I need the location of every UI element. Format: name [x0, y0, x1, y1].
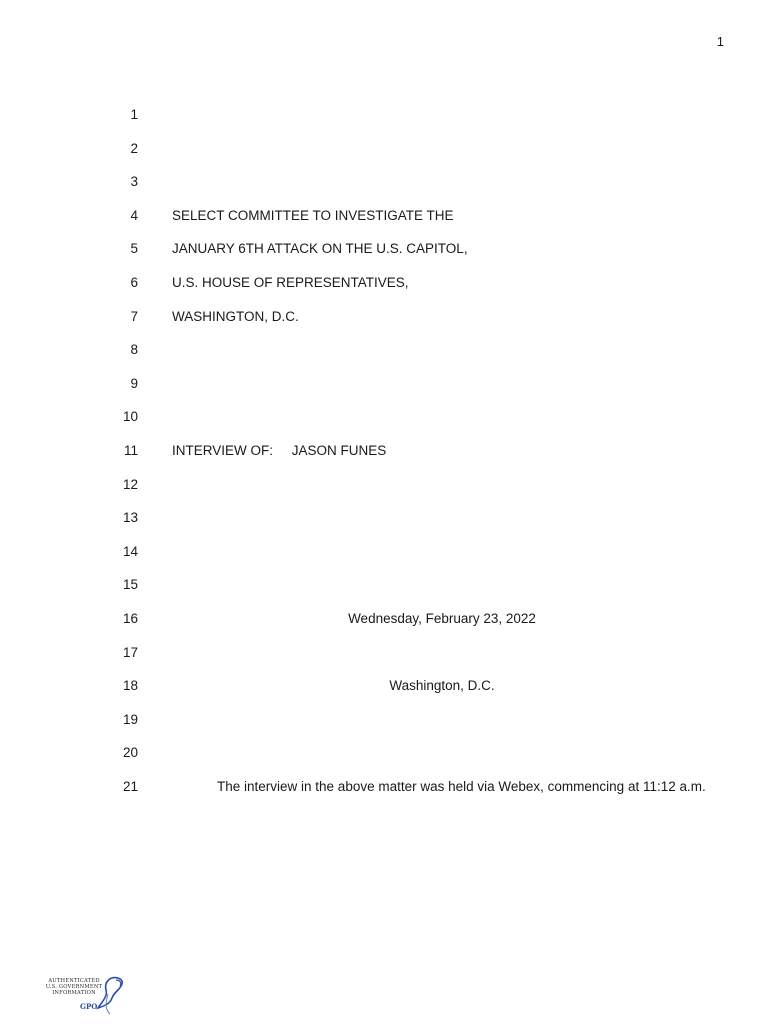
- eagle-seal-icon: [96, 974, 126, 1018]
- transcript-line: [0, 206, 768, 240]
- interview-date: Wednesday, February 23, 2022: [348, 610, 536, 626]
- line-number: 7: [130, 308, 138, 324]
- transcript-lines: [0, 105, 768, 810]
- line-number: 9: [130, 375, 138, 391]
- transcript-line: [0, 407, 768, 441]
- transcript-line: [0, 239, 768, 273]
- line-number: 14: [122, 543, 138, 559]
- transcript-line: [0, 172, 768, 206]
- transcript-line: [0, 542, 768, 576]
- transcript-line: [0, 609, 768, 643]
- transcript-line: [0, 105, 768, 139]
- transcript-line: [0, 374, 768, 408]
- commencement-statement: The interview in the above matter was held via Webex, commencing at 11:12 a.m.: [217, 778, 706, 794]
- line-number: 6: [130, 274, 138, 290]
- committee-title-line: U.S. HOUSE OF REPRESENTATIVES,: [172, 274, 409, 290]
- interview-location: Washington, D.C.: [389, 678, 495, 694]
- transcript-line: [0, 307, 768, 341]
- page-number: 1: [716, 34, 724, 49]
- transcript-line: [0, 139, 768, 173]
- line-number: 16: [122, 610, 138, 626]
- committee-title-line: JANUARY 6TH ATTACK ON THE U.S. CAPITOL,: [172, 241, 468, 257]
- transcript-line: [0, 676, 768, 710]
- line-number: 12: [122, 476, 138, 492]
- transcript-line: [0, 777, 768, 811]
- interviewee-line: INTERVIEW OF: JASON FUNES: [172, 442, 387, 458]
- transcript-line: [0, 441, 768, 475]
- line-number: 15: [122, 577, 138, 593]
- line-number: 21: [122, 778, 138, 794]
- line-number: 20: [122, 745, 138, 761]
- line-number: 18: [122, 678, 138, 694]
- seal-line-2: U.S. GOVERNMENT: [45, 984, 103, 990]
- transcript-line: [0, 575, 768, 609]
- line-number: 3: [130, 174, 138, 190]
- line-number: 11: [123, 442, 138, 458]
- seal-caption: [44, 978, 104, 996]
- line-number: 13: [122, 510, 138, 526]
- transcript-line: [0, 508, 768, 542]
- line-number: 4: [130, 207, 138, 223]
- line-number: 17: [122, 644, 138, 660]
- transcript-line: [0, 710, 768, 744]
- gpo-authentication-seal: [44, 974, 134, 1018]
- transcript-line: [0, 273, 768, 307]
- line-number: 5: [130, 241, 138, 257]
- line-number: 2: [130, 140, 138, 156]
- transcript-line: [0, 743, 768, 777]
- line-number: 10: [122, 409, 138, 425]
- transcript-line: [0, 475, 768, 509]
- line-number: 1: [130, 107, 138, 122]
- seal-line-3: INFORMATION: [52, 990, 96, 996]
- gpo-mark: GPO: [80, 1002, 98, 1011]
- committee-title-line: WASHINGTON, D.C.: [172, 308, 299, 324]
- line-number: 19: [122, 711, 138, 727]
- committee-title-line: SELECT COMMITTEE TO INVESTIGATE THE: [172, 207, 454, 223]
- seal-line-1: AUTHENTICATED: [48, 978, 100, 984]
- transcript-line: [0, 643, 768, 677]
- line-number: 8: [130, 342, 138, 358]
- transcript-line: [0, 340, 768, 374]
